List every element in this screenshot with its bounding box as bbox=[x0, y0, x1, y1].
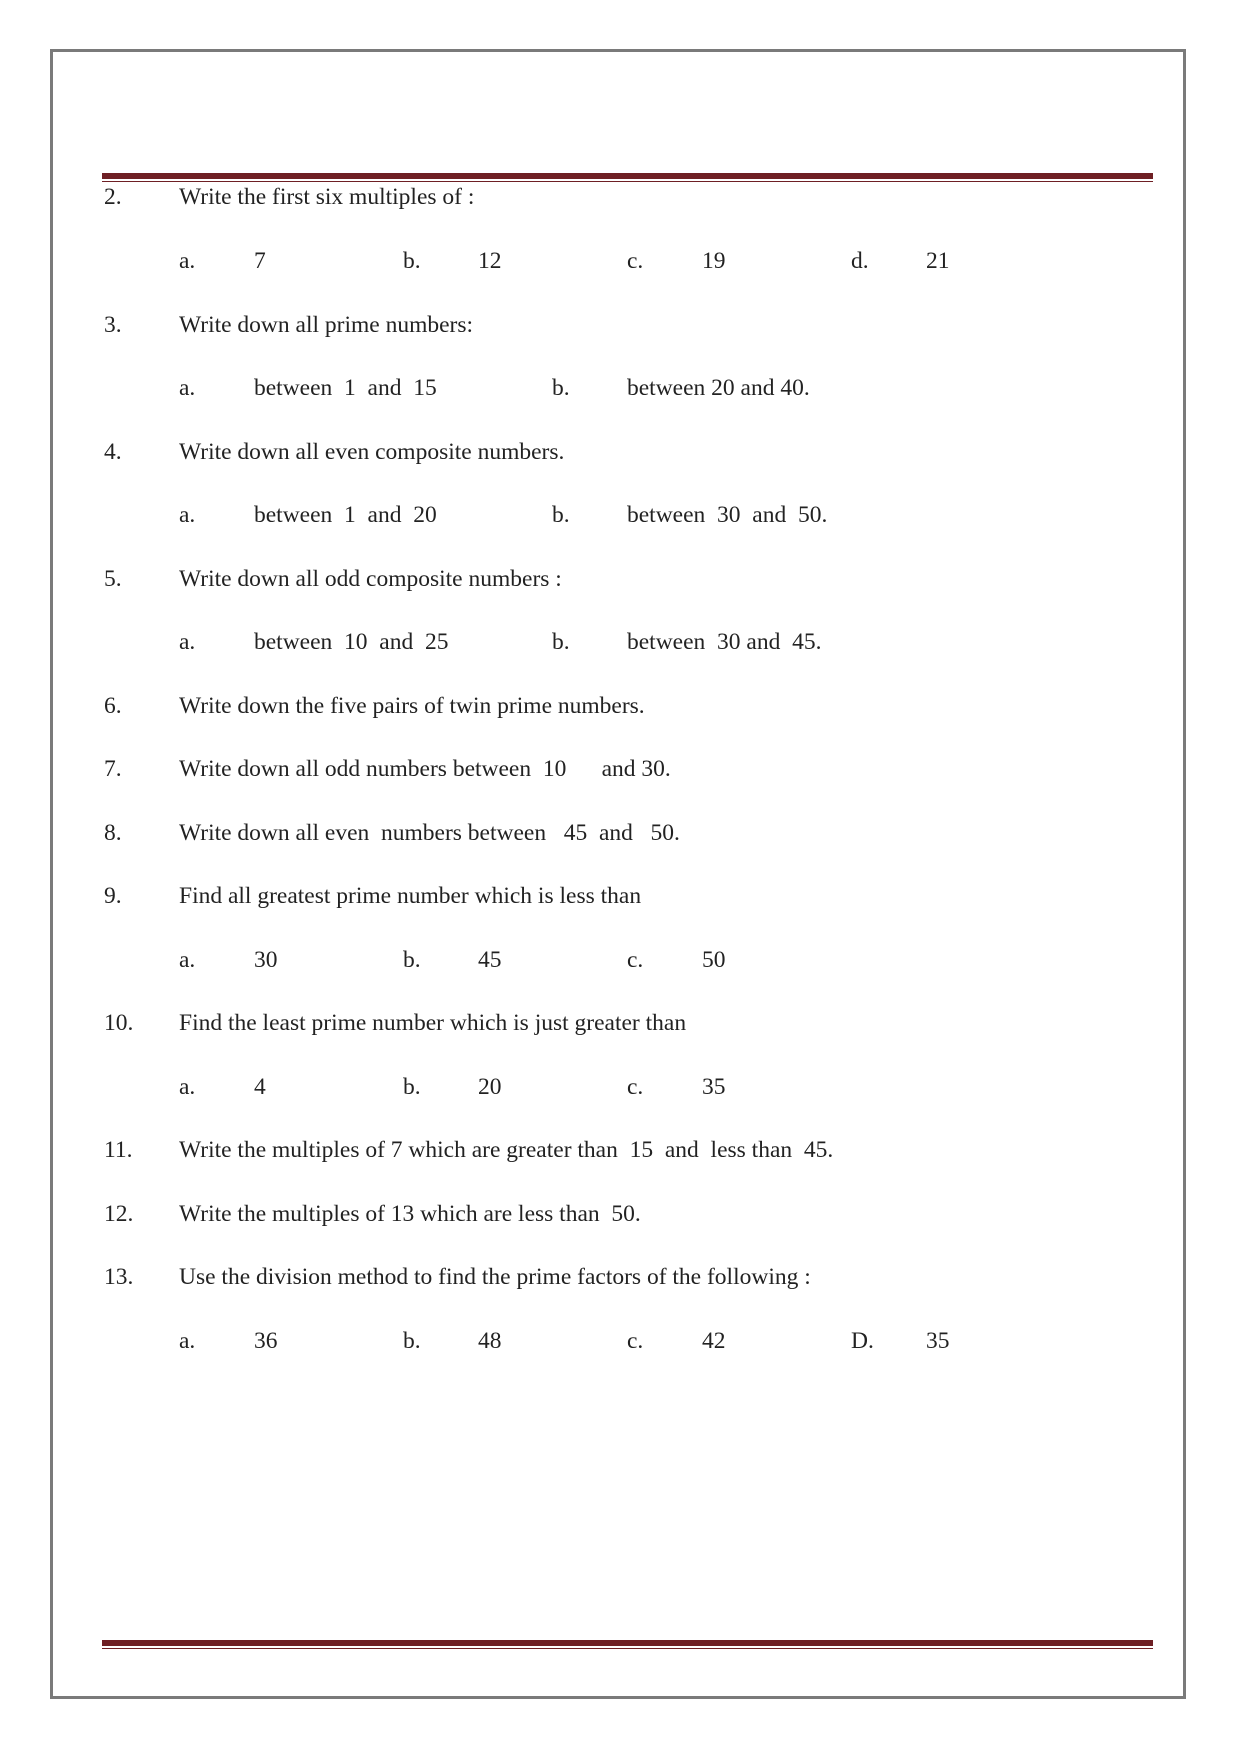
question-number: 4. bbox=[104, 439, 122, 465]
option-label: b. bbox=[403, 1074, 421, 1100]
option-value: between 30 and 50. bbox=[627, 502, 828, 528]
option-value: between 10 and 25 bbox=[254, 629, 449, 655]
question-text: Find the least prime number which is just greater than bbox=[179, 1010, 687, 1036]
question-number: 9. bbox=[104, 883, 122, 909]
question-number: 13. bbox=[104, 1264, 134, 1290]
option-label: b. bbox=[552, 502, 570, 528]
question-text: Find all greatest prime number which is less than bbox=[179, 883, 642, 909]
option-label: a. bbox=[179, 248, 196, 274]
option-value: between 1 and 15 bbox=[254, 375, 437, 401]
option-label: c. bbox=[627, 248, 644, 274]
option-value: 36 bbox=[254, 1328, 278, 1354]
option-label: b. bbox=[552, 375, 570, 401]
question-text: Write down all even composite numbers. bbox=[179, 439, 565, 465]
option-value: between 20 and 40. bbox=[627, 375, 810, 401]
question-number: 7. bbox=[104, 756, 122, 782]
question-text: Write down all odd numbers between 10 and 30. bbox=[179, 756, 671, 782]
question-text: Use the division method to find the prime factors of the following : bbox=[179, 1264, 811, 1290]
question-number: 5. bbox=[104, 566, 122, 592]
option-value: 45 bbox=[478, 947, 502, 973]
question-number: 12. bbox=[104, 1201, 134, 1227]
option-label: D. bbox=[851, 1328, 874, 1354]
option-value: 19 bbox=[702, 248, 726, 274]
question-number: 6. bbox=[104, 693, 122, 719]
option-label: b. bbox=[403, 248, 421, 274]
top-rule bbox=[102, 173, 1153, 182]
option-value: 48 bbox=[478, 1328, 502, 1354]
bottom-rule bbox=[102, 1640, 1153, 1649]
question-text: Write the multiples of 7 which are greater than 15 and less than 45. bbox=[179, 1137, 834, 1163]
option-label: b. bbox=[403, 1328, 421, 1354]
option-label: d. bbox=[851, 248, 869, 274]
option-label: c. bbox=[627, 1074, 644, 1100]
question-text: Write the first six multiples of : bbox=[179, 184, 475, 210]
option-label: b. bbox=[552, 629, 570, 655]
option-label: c. bbox=[627, 1328, 644, 1354]
option-label: a. bbox=[179, 629, 196, 655]
question-text: Write down the five pairs of twin prime numbers. bbox=[179, 693, 645, 719]
option-label: a. bbox=[179, 375, 196, 401]
option-label: a. bbox=[179, 1074, 196, 1100]
option-label: b. bbox=[403, 947, 421, 973]
question-number: 2. bbox=[104, 184, 122, 210]
option-value: 50 bbox=[702, 947, 726, 973]
question-text: Write the multiples of 13 which are less than 50. bbox=[179, 1201, 641, 1227]
option-label: a. bbox=[179, 947, 196, 973]
option-value: 20 bbox=[478, 1074, 502, 1100]
option-value: 35 bbox=[926, 1328, 950, 1354]
option-value: between 1 and 20 bbox=[254, 502, 437, 528]
option-value: 42 bbox=[702, 1328, 726, 1354]
option-label: a. bbox=[179, 1328, 196, 1354]
question-number: 8. bbox=[104, 820, 122, 846]
option-value: 21 bbox=[926, 248, 950, 274]
page-frame bbox=[50, 49, 1186, 1699]
option-label: a. bbox=[179, 502, 196, 528]
question-number: 10. bbox=[104, 1010, 134, 1036]
option-value: 4 bbox=[254, 1074, 266, 1100]
option-label: c. bbox=[627, 947, 644, 973]
question-text: Write down all odd composite numbers : bbox=[179, 566, 562, 592]
option-value: 35 bbox=[702, 1074, 726, 1100]
option-value: 7 bbox=[254, 248, 266, 274]
option-value: 12 bbox=[478, 248, 502, 274]
question-text: Write down all prime numbers: bbox=[179, 312, 474, 338]
option-value: 30 bbox=[254, 947, 278, 973]
question-number: 3. bbox=[104, 312, 122, 338]
question-text: Write down all even numbers between 45 and 50. bbox=[179, 820, 680, 846]
question-number: 11. bbox=[104, 1137, 133, 1163]
option-value: between 30 and 45. bbox=[627, 629, 822, 655]
